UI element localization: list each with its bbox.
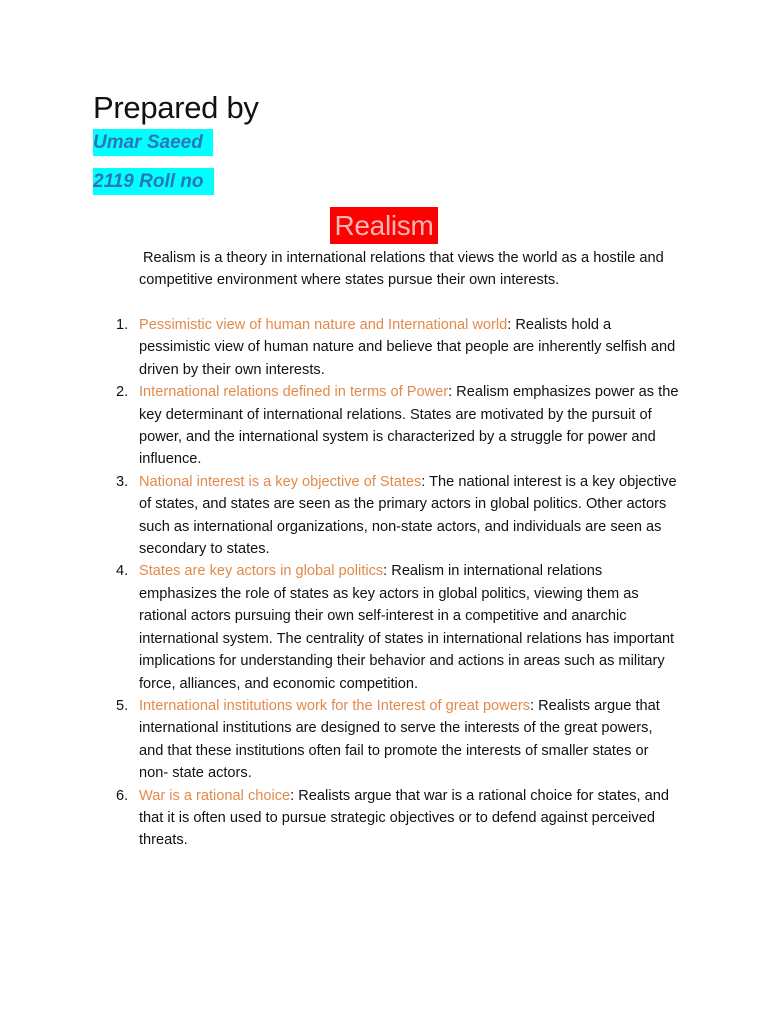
list-item	[0, 381, 679, 471]
list-item-body: : Realists argue that international institutions are designed to serve the interests of the great powers, and that these institutions often fail to promote the interests of smaller states or non- state actors.	[139, 697, 660, 782]
list-item-heading: States are key actors in global politics	[139, 563, 384, 580]
list-item	[0, 560, 679, 694]
list-item-number: 3.	[116, 473, 129, 490]
list-item-number: 2.	[116, 384, 129, 401]
list-item-heading: National interest is a key objective of States	[139, 473, 422, 490]
list-item-heading: International relations defined in terms of Power	[139, 384, 449, 401]
prepared-by-heading: Prepared by	[93, 90, 259, 125]
list-item-number: 5.	[116, 697, 129, 714]
list-item-number: 6.	[116, 787, 129, 804]
list-item-body: : Realism in international relations emphasizes the role of states as key actors in global politics, viewing them as rational actors pursuing their own self-interest in a competitive and anarchic international system. The centrality of states in international relations has important implications for understanding their behavior and actions in areas such as military force, alliances, and economic competition.	[139, 563, 675, 692]
list-item	[0, 314, 679, 381]
list-item-body: : Realism emphasizes power as the key determinant of international relations. States are motivated by the pursuit of power, and the international system is characterized by a struggle for power and influence.	[139, 384, 679, 468]
list-item-body: : The national interest is a key objective of states, and states are seen as the primary actors in global politics. Other actors such as international organizations, non-state actors, and individuals are seen as secondary to states.	[139, 473, 677, 558]
intro-paragraph: Realism is a theory in international relations that views the world as a hostile and competitive environment where states pursue their own interests.	[139, 250, 664, 289]
roll-number: 2119 Roll no	[93, 168, 214, 195]
list-item-heading: War is a rational choice	[139, 787, 291, 804]
points-list	[0, 314, 768, 852]
author-name: Umar Saeed	[93, 129, 213, 156]
list-item-number: 1.	[116, 317, 129, 333]
list-item-body: : Realists hold a pessimistic view of human nature and believe that people are inherently selfish and driven by their own interests.	[139, 317, 676, 378]
document-title: Realism	[330, 207, 438, 244]
list-item	[0, 471, 679, 561]
list-item-number: 4.	[116, 563, 129, 580]
list-item-body: : Realists argue that war is a rational choice for states, and that it is often used to pursue strategic objectives or to defend against perceived threats.	[139, 787, 669, 849]
list-item-heading: International institutions work for the Interest of great powers	[139, 697, 530, 714]
list-item-heading: Pessimistic view of human nature and International world	[139, 317, 508, 333]
list-item	[0, 695, 679, 785]
list-item	[0, 785, 679, 852]
